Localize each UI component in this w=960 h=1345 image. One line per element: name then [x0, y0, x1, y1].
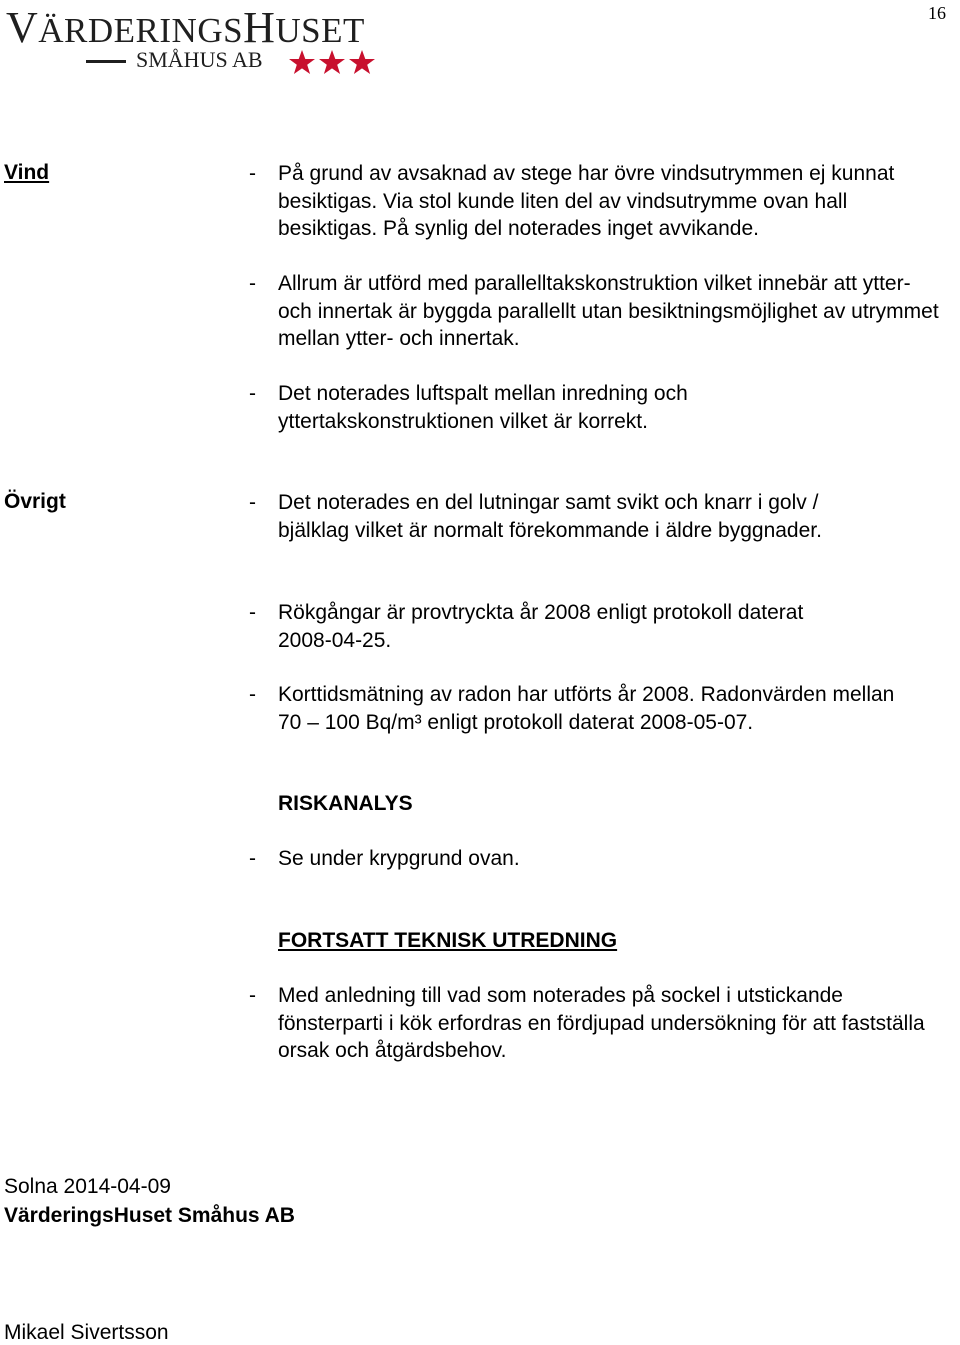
- company-logo: [4, 0, 384, 84]
- bullet-dash: -: [249, 382, 256, 405]
- bullet-dash: -: [249, 847, 256, 870]
- logo-stars-icon: [288, 48, 378, 78]
- logo-rule: [86, 60, 126, 63]
- list-item: [249, 380, 939, 435]
- list-item-text: Det noterades luftspalt mellan inredning och yttertakskonstruktionen vilket är korrekt.: [278, 382, 688, 433]
- list-item: [249, 270, 939, 353]
- list-item-text: Allrum är utförd med parallelltakskonstruktion vilket innebär att ytter- och innertak är byggda parallellt utan besiktningsmöjlighet av utrymmet mellan ytter- och innertak.: [278, 272, 939, 350]
- list-item: [249, 160, 939, 243]
- signatory-name: Mikael Sivertsson: [4, 1321, 169, 1344]
- bullet-dash: -: [249, 162, 256, 185]
- section-label-vind: Vind: [4, 161, 50, 184]
- place-date: Solna 2014-04-09: [4, 1175, 171, 1198]
- list-item: [249, 681, 939, 736]
- bullet-dash: -: [249, 683, 256, 706]
- list-item-text: Se under krypgrund ovan.: [278, 847, 520, 870]
- list-item-text: Korttidsmätning av radon har utförts år 2008. Radonvärden mellan 70 – 100 Bq/m³ enligt protokoll daterat 2008-05-07.: [278, 683, 895, 734]
- page-number: 16: [928, 3, 946, 23]
- list-item-text: Rökgångar är provtryckta år 2008 enligt protokoll daterat 2008-04-25.: [278, 601, 804, 652]
- fortsatt-utredning-heading: FORTSATT TEKNISK UTREDNING: [278, 929, 618, 952]
- list-item-text: Det noterades en del lutningar samt svikt och knarr i golv / bjälklag vilket är normalt förekommande i äldre byggnader.: [278, 491, 822, 542]
- bullet-dash: -: [249, 272, 256, 295]
- list-item: [249, 982, 939, 1065]
- list-item: [249, 489, 939, 544]
- list-item-text: Med anledning till vad som noterades på sockel i utstickande fönsterparti i kök erfordras en fördjupad undersökning för att fastställa orsak och åtgärdsbehov.: [278, 984, 925, 1062]
- list-item: [249, 599, 939, 654]
- company-name: VärderingsHuset Småhus AB: [4, 1204, 295, 1227]
- list-item: [249, 845, 939, 873]
- logo-wordmark: VÄRDERINGSHUSET: [6, 3, 365, 52]
- logo-subtitle: SMÅHUS AB: [136, 47, 263, 72]
- bullet-dash: -: [249, 984, 256, 1007]
- bullet-dash: -: [249, 601, 256, 624]
- section-label-ovrigt: Övrigt: [4, 490, 66, 513]
- bullet-dash: -: [249, 491, 256, 514]
- riskanalys-heading: RISKANALYS: [278, 792, 413, 815]
- list-item-text: På grund av avsaknad av stege har övre vindsutrymmen ej kunnat besiktigas. Via stol kunde liten del av vindsutrymme ovan hall besiktigas. På synlig del noterades inget avvikande.: [278, 162, 895, 240]
